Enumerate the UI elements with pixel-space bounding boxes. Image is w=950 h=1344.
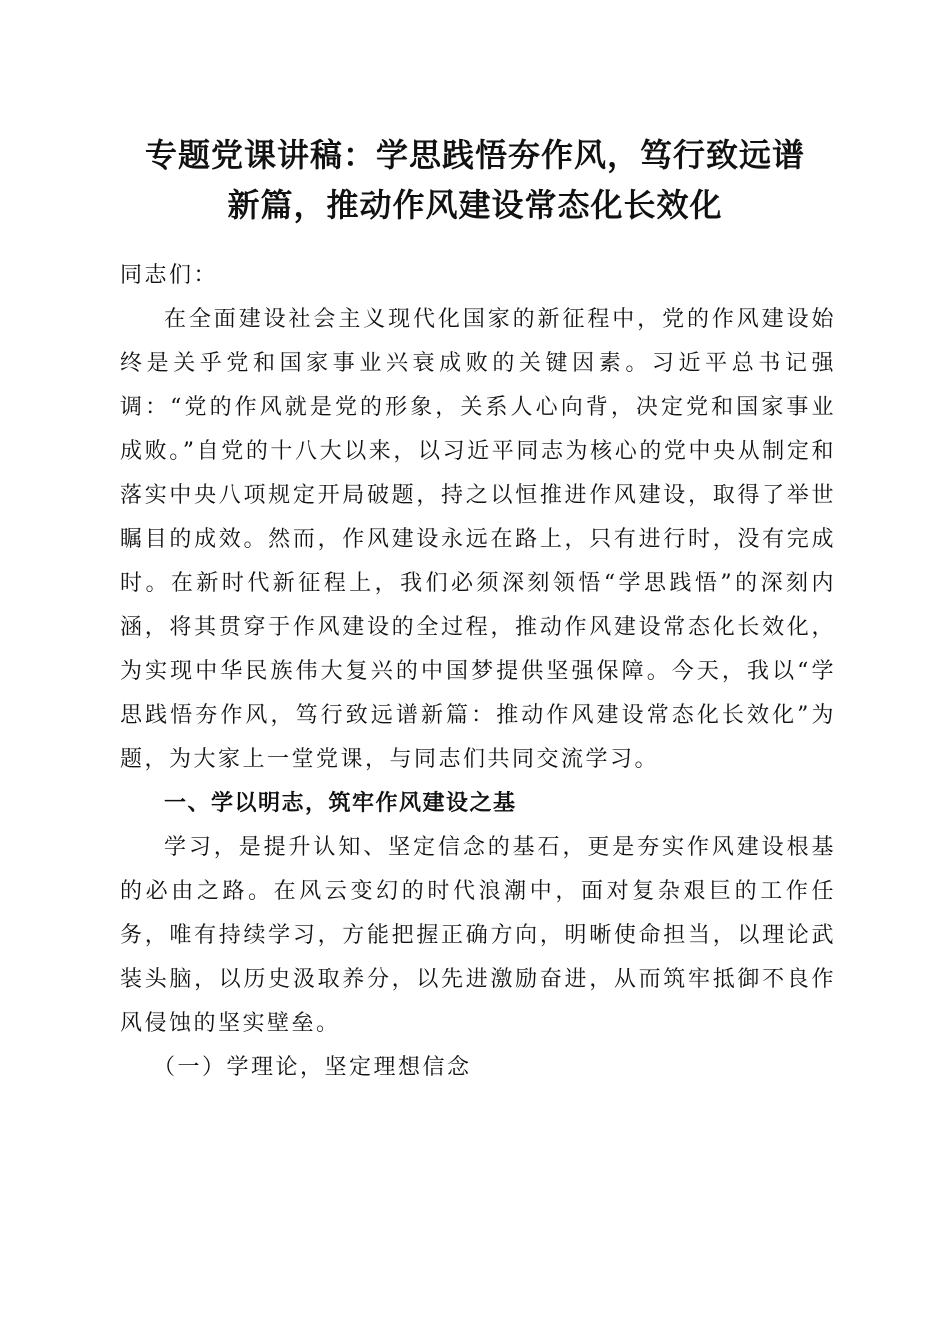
section-1-paragraph: 学习，是提升认知、坚定信念的基石，更是夯实作风建设根基的必由之路。在风云变幻的时代浪潮中，面对复杂艰巨的工作任务，唯有持续学习，方能把握正确方向，明晰使命担当，以理论武装头脑，以历史汲取养分，以先进激励奋进，从而筑牢抵御不良作风侵蚀的坚实壁垒。	[120, 835, 836, 1036]
title-line-2: 新篇，推动作风建设常态化长效化	[227, 186, 723, 224]
subsection-1-heading: （一）学理论，坚定理想信念	[153, 1055, 472, 1080]
salutation: 同志们：	[120, 263, 219, 288]
document-body	[120, 254, 836, 1090]
intro-paragraph: 在全面建设社会主义现代化国家的新征程中，党的作风建设始终是关乎党和国家事业兴衰成败的关键因素。习近平总书记强调：“党的作风就是党的形象，关系人心向背，决定党和国家事业成败。”自党的十八大以来，以习近平同志为核心的党中央从制定和落实中央八项规定开局破题，持之以恒推进作风建设，取得了举世瞩目的成效。然而，作风建设永远在路上，只有进行时，没有完成时。在新时代新征程上，我们必须深刻领悟“学思践悟”的深刻内涵，将其贯穿于作风建设的全过程，推动作风建设常态化长效化，为实现中华民族伟大复兴的中国梦提供坚强保障。今天，我以“学思践悟夯作风，笃行致远谱新篇：推动作风建设常态化长效化”为题，为大家上一堂党课，与同志们共同交流学习。	[120, 307, 836, 772]
section-1-heading: 一、学以明志，筑牢作风建设之基	[164, 791, 517, 816]
title-line-1: 专题党课讲稿：学思践悟夯作风，笃行致远谱	[144, 136, 805, 174]
document-title	[100, 130, 850, 230]
